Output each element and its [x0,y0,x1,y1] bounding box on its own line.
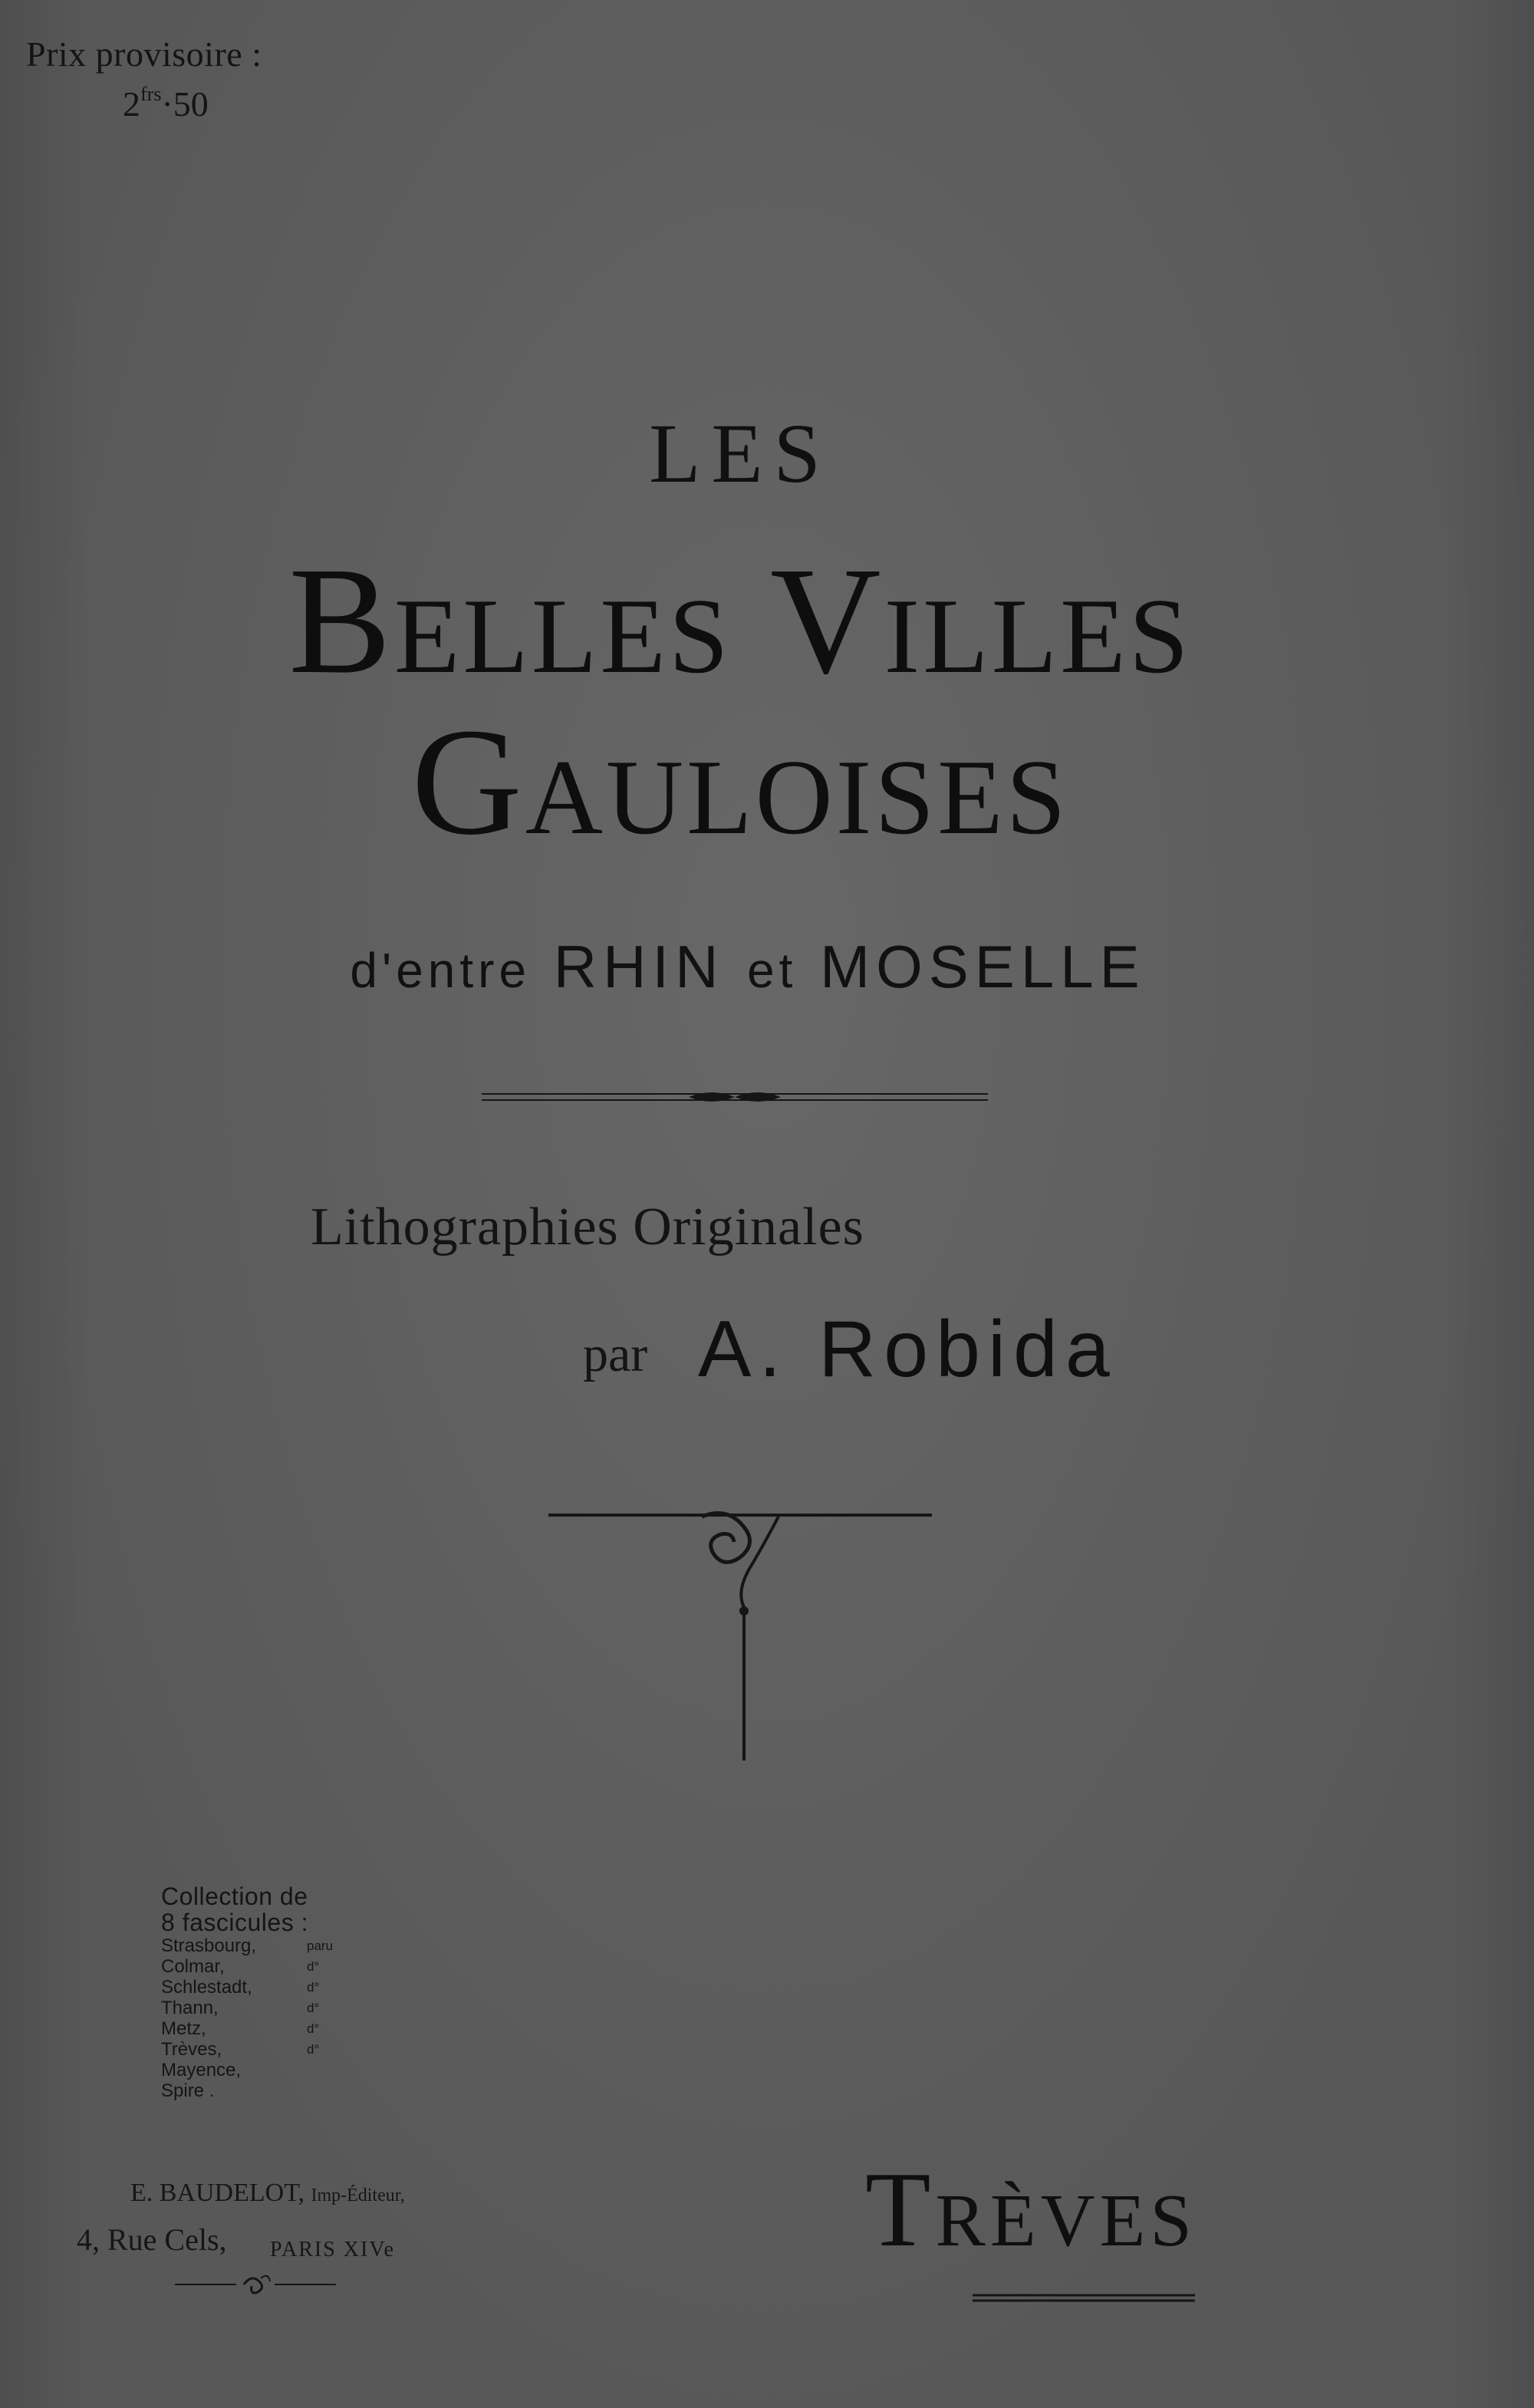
publisher-city: PARIS XIVe [270,2238,395,2261]
price-label: Prix provisoire : [26,35,262,74]
ornament-rule-icon [482,1082,988,1112]
collection-list [161,1883,345,2101]
subtitle [0,932,1496,1002]
list-item: Thann, d° [161,1998,320,2018]
list-item: Strasbourg, paru [161,1935,334,1956]
list-item: Trèves, d° [161,2039,320,2060]
publisher-ornament-icon [175,2271,336,2298]
collection-heading-1: Collection de [161,1883,308,1910]
publisher-name: E. BAUDELOT, Imp-Éditeur, [130,2179,405,2207]
subtitle-pre: d'entre [350,943,532,998]
city-underline-icon [973,2292,1195,2304]
title-article: LES [649,407,831,500]
list-item: Colmar, d° [161,1956,320,1977]
author-name: A. Robida [698,1305,1118,1394]
title-line-2: Gauloises [411,697,1069,867]
scroll-ornament-icon [548,1477,932,1768]
publisher-street: 4, Rue Cels, [77,2222,227,2257]
subtitle-mid: et [747,943,798,998]
title-line-1: Belles Villes [288,536,1192,706]
volume-city: Trèves [865,2150,1197,2269]
list-item: Spire . [161,2080,215,2101]
par-label: par [583,1326,648,1382]
list-item: Schlestadt, d° [161,1977,320,1998]
price-amount-cents: 50 [173,84,209,124]
price-value: $2^{frs}\cdot 50$ [123,83,209,124]
lithographs-label: Lithographies Originales [311,1197,864,1257]
list-item: Metz, d° [161,2018,320,2039]
subtitle-moselle: MOSELLE [820,933,1146,1000]
subtitle-rhin: RHIN [553,933,725,1000]
price-amount-unit: frs [140,83,162,105]
price-amount-main: 2 [123,84,140,124]
collection-heading-2: 8 fascicules : [161,1909,308,1936]
list-item: Mayence, [161,2060,242,2080]
